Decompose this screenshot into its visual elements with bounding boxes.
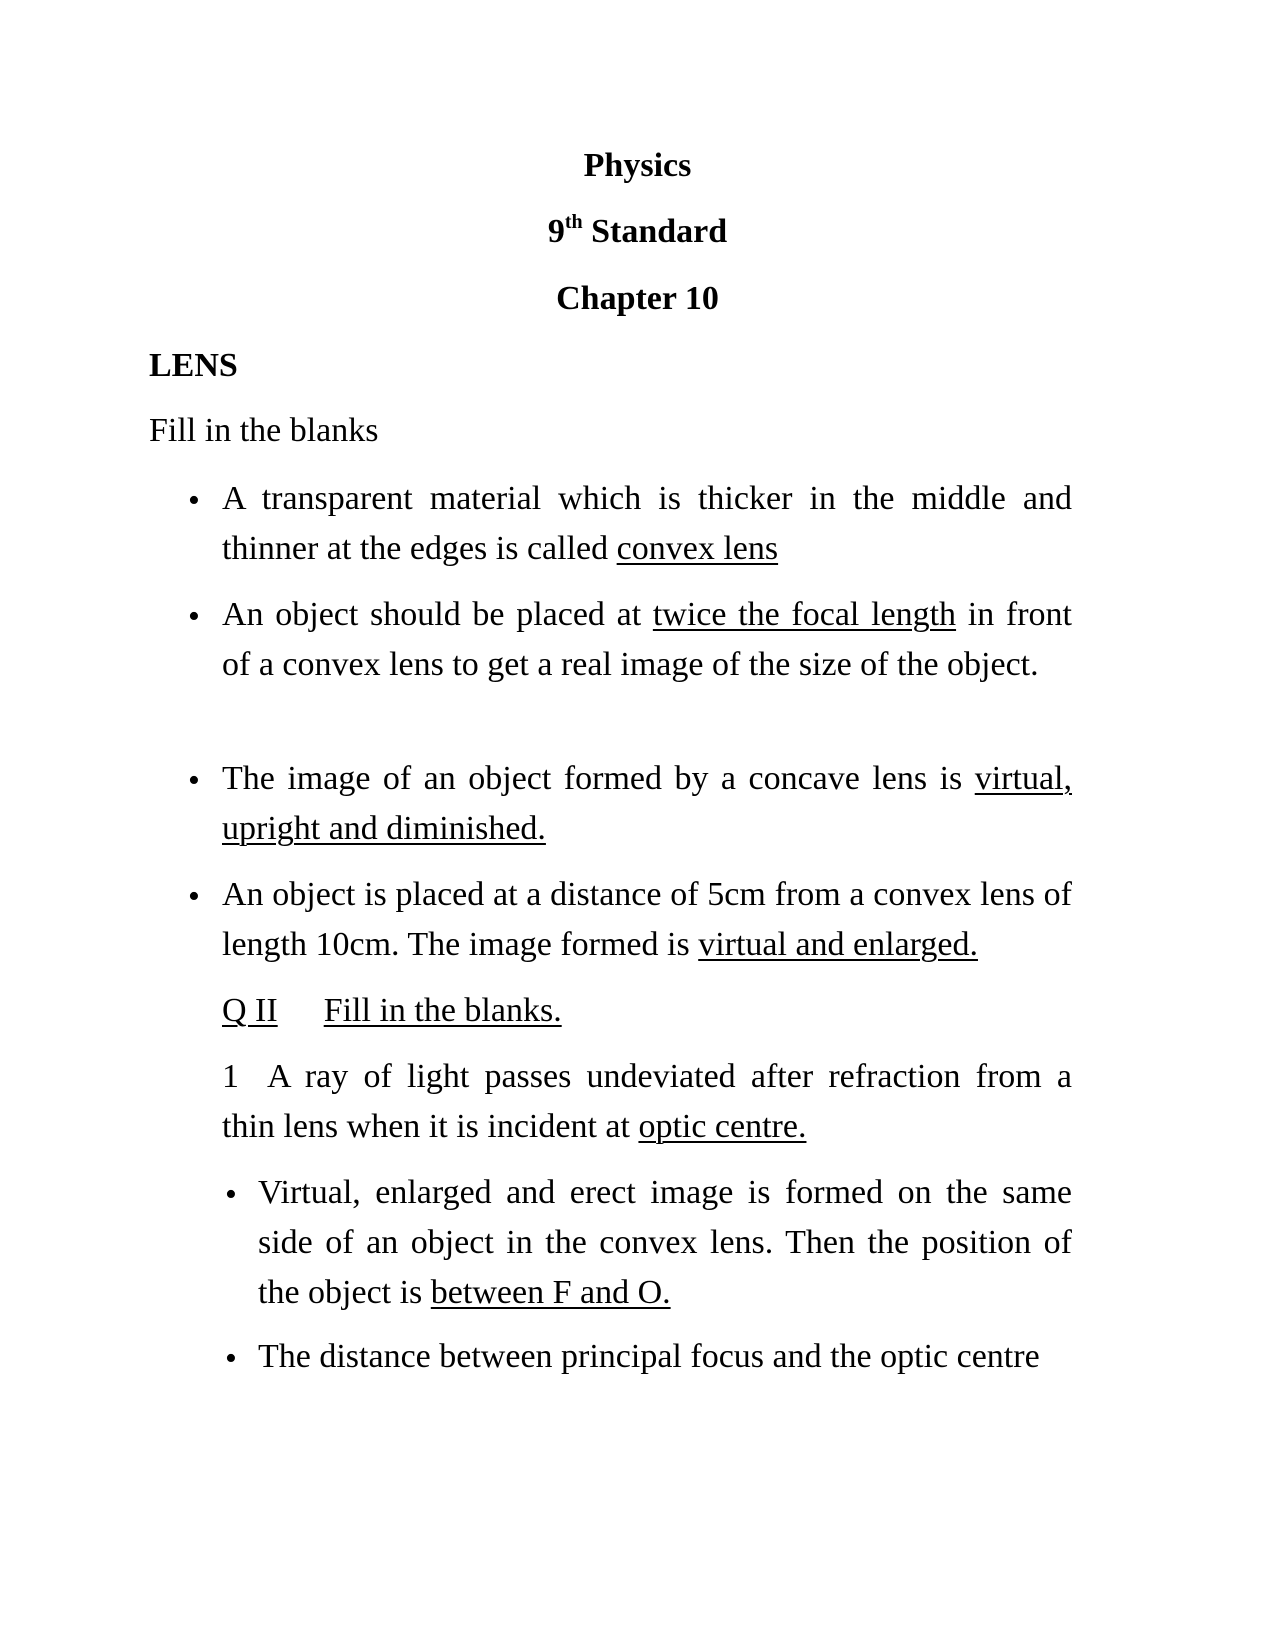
question-text: An object is placed at a distance of 5cm from a convex lens of length 10cm. The image formed is	[222, 876, 1072, 963]
list-item	[258, 1168, 1072, 1318]
item-number: 1	[222, 1058, 239, 1095]
numbered-item	[222, 1052, 1072, 1152]
part2-title: Fill in the blanks.	[323, 992, 562, 1029]
answer-text: virtual, upright and diminished.	[222, 760, 1072, 847]
bullet-icon: •	[225, 1340, 237, 1377]
standard-title	[0, 212, 1275, 252]
standard-superscript: th	[564, 211, 583, 233]
answer-text: optic centre.	[638, 1108, 807, 1145]
bullet-icon: •	[188, 598, 200, 635]
part2-heading	[222, 986, 1072, 1036]
standard-word: Standard	[591, 213, 728, 250]
question-text: Virtual, enlarged and erect image is formed on the same side of an object in the convex lens. Then the position of the object is	[258, 1174, 1072, 1311]
bullet-icon: •	[225, 1176, 237, 1213]
answer-text: twice the focal length	[652, 596, 957, 633]
answer-text: virtual and enlarged.	[698, 926, 978, 963]
question-text: An object should be placed at	[222, 596, 653, 633]
bullet-icon: •	[188, 482, 200, 519]
list-item	[222, 590, 1072, 690]
bullet-icon: •	[188, 762, 200, 799]
question-text: The distance between principal focus and the optic centre	[258, 1338, 1040, 1375]
question-text: A transparent material which is thicker in the middle and thinner at the edges is called	[222, 480, 1072, 567]
standard-number: 9	[547, 213, 565, 250]
section-heading: LENS	[149, 347, 238, 384]
list-item	[222, 870, 1072, 970]
part2-label: Q II	[222, 992, 278, 1029]
list-item	[222, 474, 1072, 574]
part2-heading-underlined	[222, 992, 562, 1029]
subject-title: Physics	[583, 147, 692, 184]
section-instruction: Fill in the blanks	[149, 412, 379, 449]
bullet-icon: •	[188, 878, 200, 915]
answer-text: convex lens	[616, 530, 779, 567]
question-text-continued: in front of a convex lens to get a real image of the size of the object.	[222, 596, 1072, 683]
list-item	[222, 754, 1072, 854]
list-item	[258, 1332, 1072, 1382]
question-text: A ray of light passes undeviated after refraction from a thin lens when it is incident at	[222, 1058, 1072, 1145]
answer-text: between F and O.	[430, 1274, 671, 1311]
question-text: The image of an object formed by a concave lens is	[222, 760, 975, 797]
chapter-title: Chapter 10	[556, 280, 719, 317]
